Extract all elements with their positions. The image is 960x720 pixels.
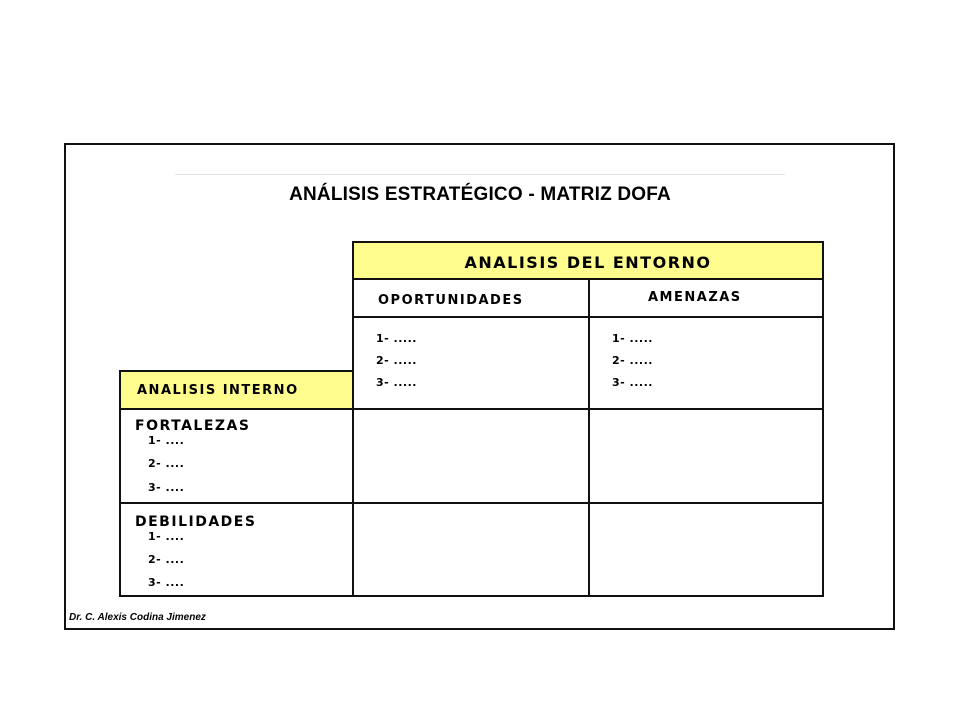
oportunidades-item: 2- ..... [376, 354, 417, 367]
debilidades-label: DEBILIDADES [135, 514, 257, 530]
grid-line [822, 241, 824, 597]
amenazas-header [588, 278, 824, 318]
oportunidades-header [352, 278, 590, 318]
diagram-title: ANÁLISIS ESTRATÉGICO - MATRIZ DOFA [289, 184, 671, 205]
entorno-header [352, 241, 824, 280]
oportunidades-item: 1- ..... [376, 332, 417, 345]
fortalezas-item: 2- .... [148, 457, 185, 470]
debilidades-item: 3- .... [148, 576, 185, 589]
oportunidades-item: 3- ..... [376, 376, 417, 389]
grid-line [352, 502, 824, 504]
amenazas-label: AMENAZAS [648, 290, 742, 305]
debilidades-item: 2- .... [148, 553, 185, 566]
debilidades-item: 1- .... [148, 530, 185, 543]
interno-header [119, 370, 354, 410]
interno-header-label: ANALISIS INTERNO [137, 383, 299, 398]
oportunidades-label: OPORTUNIDADES [378, 293, 524, 308]
grid-line [352, 408, 824, 410]
entorno-header-label: ANALISIS DEL ENTORNO [464, 253, 712, 272]
author-credit: Dr. C. Alexis Codina Jimenez [69, 612, 206, 623]
amenazas-item: 3- ..... [612, 376, 653, 389]
amenazas-item: 2- ..... [612, 354, 653, 367]
title-rule [175, 174, 785, 175]
fortalezas-item: 3- .... [148, 481, 185, 494]
fortalezas-item: 1- .... [148, 434, 185, 447]
grid-line [588, 278, 590, 597]
fortalezas-label: FORTALEZAS [135, 418, 251, 434]
amenazas-item: 1- ..... [612, 332, 653, 345]
